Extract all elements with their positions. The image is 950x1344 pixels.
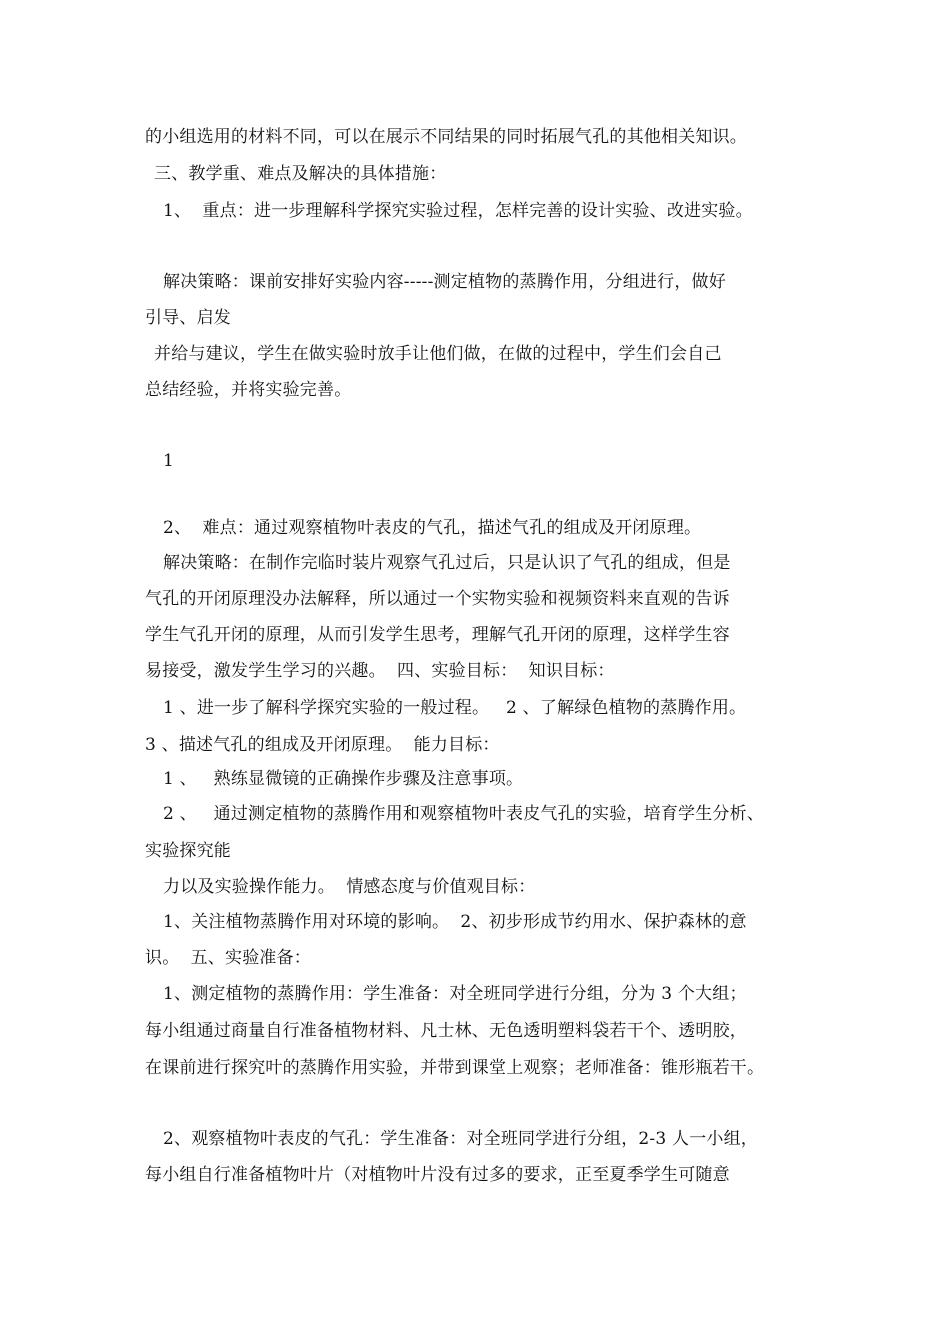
text-line: 识。 五、实验准备： [145,948,312,968]
text-line: 学生气孔开闭的原理，从而引发学生思考，理解气孔开闭的原理，这样学生容 [145,625,730,645]
text-line: 2、观察植物叶表皮的气孔：学生准备：对全班同学进行分组，2-3 人一小组， [163,1129,758,1149]
section-heading: 三、教学重、难点及解决的具体措施： [154,164,447,184]
text-line: 总结经验，并将实验完善。 [145,380,352,400]
text-line: 每小组通过商量自行准备植物材料、凡士林、无色透明塑料袋若干个、透明胶， [145,1021,747,1041]
text-line: 1 、 熟练显微镜的正确操作步骤及注意事项。 [163,769,524,789]
text-line: 在课前进行探究叶的蒸腾作用实验，并带到课堂上观察；老师准备：锥形瓶若干。 [145,1058,765,1078]
page-number: 1 [163,451,175,471]
text-line: 易接受，激发学生学习的兴趣。 四、实验目标： 知识目标： [145,661,615,681]
text-line: 力以及实验操作能力。 情感态度与价值观目标： [163,877,536,897]
text-line: 的小组选用的材料不同，可以在展示不同结果的同时拓展气孔的其他相关知识。 [145,127,747,147]
text-line: 解决策略：在制作完临时装片观察气孔过后，只是认识了气孔的组成，但是 [163,553,731,573]
text-line: 1、关注植物蒸腾作用对环境的影响。 2、初步形成节约用水、保护森林的意 [163,912,747,932]
text-line: 2 、 通过测定植物的蒸腾作用和观察植物叶表皮气孔的实验，培育学生分析、 [163,804,765,824]
text-line: 1、测定植物的蒸腾作用：学生准备：对全班同学进行分组，分为 3 个大组； [163,984,747,1004]
text-line: 解决策略：课前安排好实验内容-----测定植物的蒸腾作用，分组进行，做好 [163,272,726,292]
text-line: 气孔的开闭原理没办法解释，所以通过一个实物实验和视频资料来直观的告诉 [145,589,730,609]
text-line: 并给与建议，学生在做实验时放手让他们做，在做的过程中，学生们会自己 [154,344,722,364]
text-line: 1、 重点：进一步理解科学探究实验过程，怎样完善的设计实验、改进实验。 [163,201,753,221]
text-line: 实验探究能 [145,841,231,861]
text-line: 2、 难点：通过观察植物叶表皮的气孔，描述气孔的组成及开闭原理。 [163,518,702,538]
text-line: 引导、启发 [145,308,231,328]
text-line: 3 、描述气孔的组成及开闭原理。 能力目标： [145,735,500,755]
text-line: 每小组自行准备植物叶片（对植物叶片没有过多的要求，正至夏季学生可随意 [145,1165,730,1185]
text-line: 1 、进一步了解科学探究实验的一般过程。 2 、了解绿色植物的蒸腾作用。 [163,698,747,718]
